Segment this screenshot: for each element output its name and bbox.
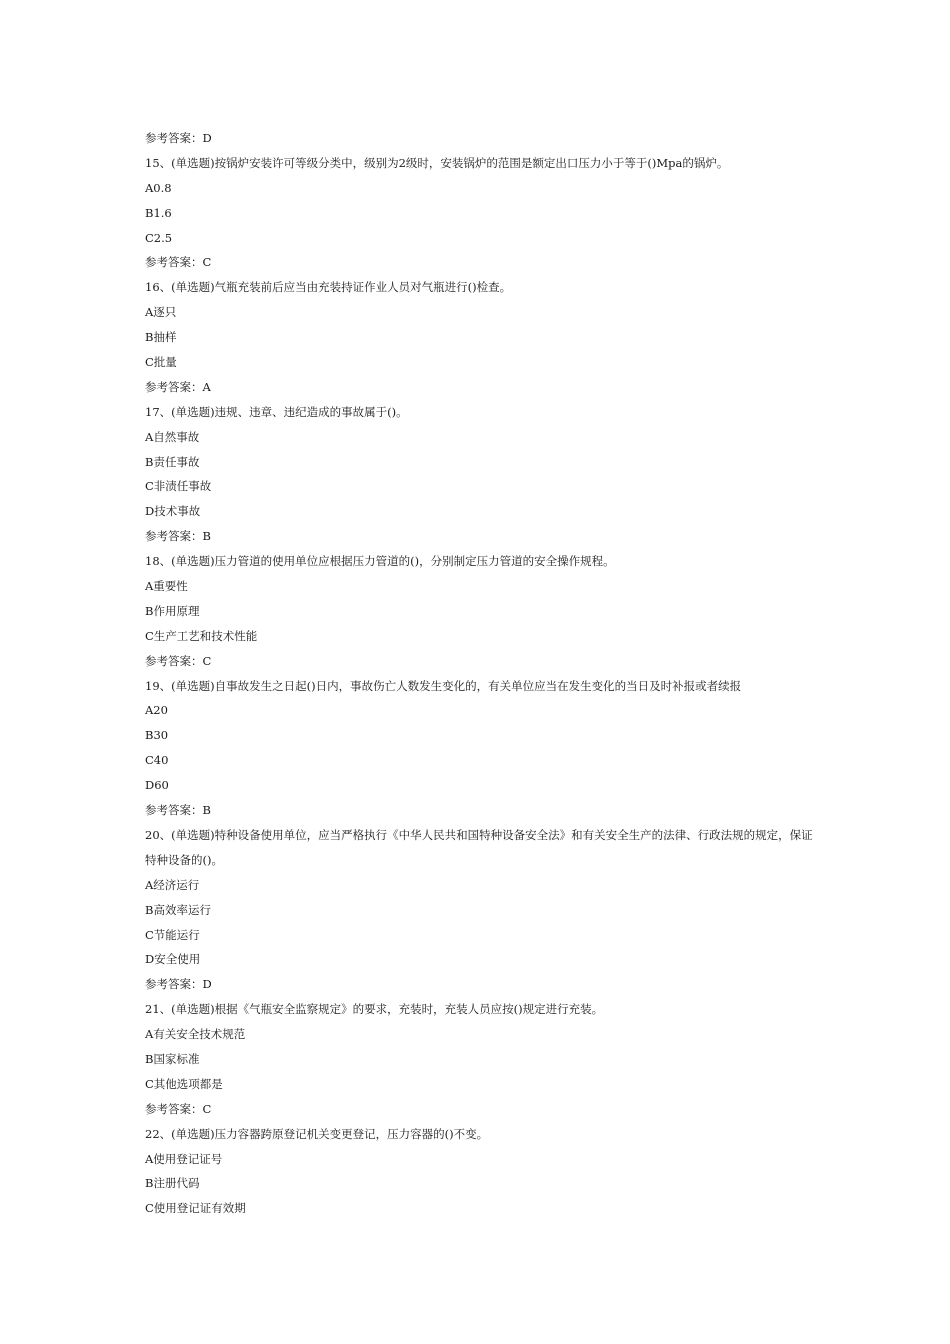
document-page xyxy=(145,126,815,1221)
option: B注册代码 xyxy=(145,1176,200,1191)
option: D60 xyxy=(145,778,169,793)
question-stem: 15、(单选题)按锅炉安装许可等级分类中，级别为2级时，安装锅炉的范围是额定出口压力小于等于()Mpa的锅炉。 xyxy=(145,155,729,170)
answer-line: 参考答案：C xyxy=(145,1101,212,1116)
option: C节能运行 xyxy=(145,927,200,942)
question-16 xyxy=(145,275,815,399)
question-18 xyxy=(145,549,815,673)
option: A逐只 xyxy=(145,305,177,320)
option: B抽样 xyxy=(145,330,177,345)
question-stem: 18、(单选题)压力管道的使用单位应根据压力管道的()，分别制定压力管道的安全操作规程。 xyxy=(145,554,615,569)
question-17 xyxy=(145,400,815,549)
option: A自然事故 xyxy=(145,429,200,444)
option: B责任事故 xyxy=(145,454,200,469)
answer-line: 参考答案：C xyxy=(145,255,212,270)
option: A重要性 xyxy=(145,579,188,594)
question-19 xyxy=(145,674,815,823)
option: B作用原理 xyxy=(145,603,200,618)
answer-line: 参考答案：B xyxy=(145,803,211,818)
option: D技术事故 xyxy=(145,504,201,519)
option: C生产工艺和技术性能 xyxy=(145,628,258,643)
option: C40 xyxy=(145,753,169,768)
answer-line: 参考答案：C xyxy=(145,653,212,668)
question-stem: 20、(单选题)特种设备使用单位，应当严格执行《中华人民共和国特种设备安全法》和有关安全生产的法律、行政法规的规定，保证特种设备的()。 xyxy=(145,827,813,867)
question-22 xyxy=(145,1122,815,1222)
question-stem: 19、(单选题)自事故发生之日起()日内，事故伤亡人数发生变化的，有关单位应当在发生变化的当日及时补报或者续报 xyxy=(145,678,742,693)
answer-line: 参考答案：D xyxy=(145,131,212,145)
option: A20 xyxy=(145,703,168,718)
option: C非渍任事故 xyxy=(145,479,212,494)
question-stem: 16、(单选题)气瓶充装前后应当由充装持证作业人员对气瓶进行()检查。 xyxy=(145,280,512,295)
question-stem: 22、(单选题)压力容器跨原登记机关变更登记，压力容器的()不变。 xyxy=(145,1126,489,1141)
option: A有关安全技术规范 xyxy=(145,1027,246,1042)
option: B国家标准 xyxy=(145,1051,200,1066)
question-21 xyxy=(145,997,815,1121)
option: C使用登记证有效期 xyxy=(145,1201,246,1216)
option: A经济运行 xyxy=(145,877,200,892)
option: C批量 xyxy=(145,355,177,370)
option: B1.6 xyxy=(145,205,172,220)
option: A使用登记证号 xyxy=(145,1151,223,1166)
answer-line: 参考答案：D xyxy=(145,977,212,992)
option: C2.5 xyxy=(145,230,173,245)
option: B30 xyxy=(145,728,169,743)
question-stem: 17、(单选题)违规、违章、违纪造成的事故属于()。 xyxy=(145,404,408,419)
answer-line: 参考答案：B xyxy=(145,529,211,544)
question-20 xyxy=(145,823,815,997)
question-15 xyxy=(145,151,815,275)
option: B高效率运行 xyxy=(145,902,211,917)
option: C其他选项都是 xyxy=(145,1076,223,1091)
option: D安全使用 xyxy=(145,952,201,967)
question-stem: 21、(单选题)根据《气瓶安全监察规定》的要求，充装时，充装人员应按()规定进行充装。 xyxy=(145,1002,604,1017)
answer-line: 参考答案：A xyxy=(145,379,211,394)
option: A0.8 xyxy=(145,180,172,195)
